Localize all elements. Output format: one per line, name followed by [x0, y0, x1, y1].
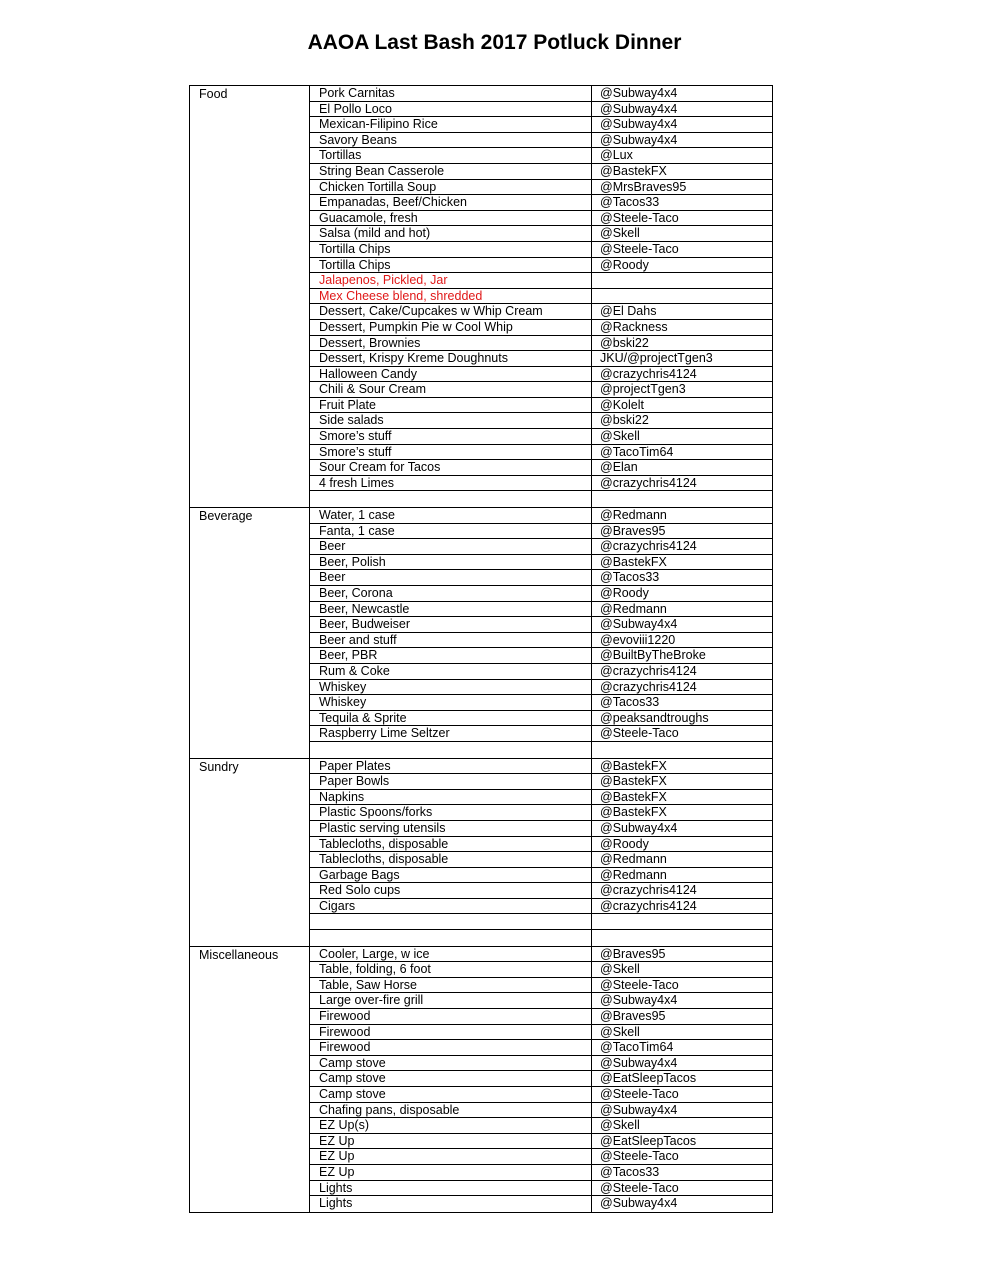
contributor-cell: @evoviii1220 — [600, 632, 676, 647]
contributor-cell: @BastekFX — [600, 758, 667, 773]
contributor-cell: @Redmann — [600, 508, 667, 523]
contributor-cell: @Skell — [600, 429, 640, 444]
item-cell: Smore’s stuff — [310, 429, 592, 444]
table-row — [310, 602, 772, 618]
item-cell: Tortilla Chips — [310, 242, 592, 257]
item-cell: Chicken Tortilla Soup — [310, 180, 592, 195]
contributor-cell — [592, 742, 772, 758]
table-row — [310, 1040, 772, 1056]
contributor-cell: @Roody — [600, 257, 649, 272]
contributor-cell: @TacoTim64 — [600, 444, 674, 459]
table-row — [310, 508, 772, 524]
category-label: Miscellaneous — [190, 947, 310, 1212]
item-list — [310, 759, 772, 946]
contributor-cell: @Redmann — [600, 601, 667, 616]
table-row — [310, 382, 772, 398]
table-row — [310, 336, 772, 352]
table-row — [310, 367, 772, 383]
table-row — [310, 273, 772, 289]
contributor-cell: @Subway4x4 — [600, 132, 678, 147]
contributor-cell: @BastekFX — [600, 554, 667, 569]
table-row — [310, 759, 772, 775]
item-cell: EZ Up(s) — [310, 1118, 592, 1133]
table-row — [310, 837, 772, 853]
contributor-cell: @Braves95 — [600, 946, 666, 961]
contributor-cell: @Roody — [600, 836, 649, 851]
contributor-cell: @Steele-Taco — [600, 726, 679, 741]
table-row — [310, 805, 772, 821]
contributor-cell: @BuiltByTheBroke — [600, 648, 706, 663]
contributor-cell: @Elan — [600, 460, 638, 475]
table-row — [310, 1009, 772, 1025]
item-cell: EZ Up — [310, 1165, 592, 1180]
contributor-cell: @Subway4x4 — [600, 1196, 678, 1211]
contributor-cell: @Steele-Taco — [600, 1180, 679, 1195]
item-cell: 4 fresh Limes — [310, 476, 592, 491]
table-row — [310, 289, 772, 305]
item-cell: Plastic Spoons/forks — [310, 805, 592, 820]
table-row — [310, 429, 772, 445]
item-cell: Tequila & Sprite — [310, 711, 592, 726]
item-cell — [310, 914, 592, 929]
table-row — [310, 242, 772, 258]
item-cell: Whiskey — [310, 680, 592, 695]
item-cell: Pork Carnitas — [310, 86, 592, 101]
contributor-cell: @Lux — [600, 148, 633, 163]
contributor-cell: @Kolelt — [600, 397, 644, 412]
item-cell: Beer and stuff — [310, 633, 592, 648]
contributor-cell: @Steele-Taco — [600, 241, 679, 256]
contributor-cell: @BastekFX — [600, 789, 667, 804]
section-miscellaneous — [190, 946, 772, 1212]
contributor-cell: JKU/@projectTgen3 — [600, 351, 713, 366]
contributor-cell: @Tacos33 — [600, 695, 660, 710]
contributor-cell — [592, 914, 772, 929]
contributor-cell: @bski22 — [600, 413, 649, 428]
item-cell: Savory Beans — [310, 133, 592, 148]
item-cell: Cigars — [310, 899, 592, 914]
potluck-table — [189, 85, 773, 1213]
item-cell: Dessert, Pumpkin Pie w Cool Whip — [310, 320, 592, 335]
item-cell: Dessert, Krispy Kreme Doughnuts — [310, 351, 592, 366]
table-row — [310, 1071, 772, 1087]
table-row — [310, 617, 772, 633]
table-row — [310, 868, 772, 884]
table-row — [310, 211, 772, 227]
item-cell: Chili & Sour Cream — [310, 382, 592, 397]
item-cell: El Pollo Loco — [310, 102, 592, 117]
item-cell: Fruit Plate — [310, 398, 592, 413]
table-row — [310, 539, 772, 555]
contributor-cell: @Subway4x4 — [600, 86, 678, 100]
table-row — [310, 304, 772, 320]
contributor-cell: @crazychris4124 — [600, 663, 697, 678]
table-row — [310, 1025, 772, 1041]
contributor-cell — [592, 273, 772, 288]
table-row — [310, 790, 772, 806]
contributor-cell: @Steele-Taco — [600, 210, 679, 225]
contributor-cell: @Skell — [600, 1118, 640, 1133]
table-row — [310, 180, 772, 196]
item-cell: Lights — [310, 1181, 592, 1196]
item-cell: Chafing pans, disposable — [310, 1103, 592, 1118]
contributor-cell: @El Dahs — [600, 304, 657, 319]
contributor-cell: @Tacos33 — [600, 570, 660, 585]
item-cell: Whiskey — [310, 695, 592, 710]
table-row — [310, 117, 772, 133]
table-row — [310, 1181, 772, 1197]
contributor-cell: @Subway4x4 — [600, 117, 678, 132]
item-cell: Mex Cheese blend, shredded — [310, 289, 592, 304]
table-row — [310, 133, 772, 149]
table-row — [310, 947, 772, 963]
item-cell: Halloween Candy — [310, 367, 592, 382]
item-cell: Napkins — [310, 790, 592, 805]
contributor-cell: @Steele-Taco — [600, 1087, 679, 1101]
contributor-cell: @Braves95 — [600, 523, 666, 538]
item-cell: Tortillas — [310, 148, 592, 163]
table-row — [310, 460, 772, 476]
table-row — [310, 726, 772, 742]
contributor-cell: @BastekFX — [600, 163, 667, 178]
item-cell: Camp stove — [310, 1071, 592, 1086]
item-cell: EZ Up — [310, 1149, 592, 1164]
table-row — [310, 962, 772, 978]
item-cell: Smore’s stuff — [310, 445, 592, 460]
contributor-cell: @Skell — [600, 226, 640, 241]
table-row — [310, 821, 772, 837]
table-row — [310, 680, 772, 696]
contributor-cell: @Rackness — [600, 319, 668, 334]
item-cell: Beer, Corona — [310, 586, 592, 601]
item-cell: Camp stove — [310, 1087, 592, 1102]
item-cell: Tablecloths, disposable — [310, 852, 592, 867]
contributor-cell: @peaksandtroughs — [600, 710, 709, 725]
table-row — [310, 993, 772, 1009]
item-cell: Dessert, Cake/Cupcakes w Whip Cream — [310, 304, 592, 319]
table-row — [310, 978, 772, 994]
category-label: Food — [190, 86, 310, 507]
category-label: Sundry — [190, 759, 310, 946]
item-cell: Red Solo cups — [310, 883, 592, 898]
contributor-cell: @Subway4x4 — [600, 101, 678, 116]
table-row — [310, 586, 772, 602]
contributor-cell: @Skell — [600, 962, 640, 977]
contributor-cell: @Subway4x4 — [600, 1055, 678, 1070]
item-cell: Fanta, 1 case — [310, 524, 592, 539]
table-row — [310, 664, 772, 680]
item-cell: Paper Plates — [310, 759, 592, 774]
item-cell: Salsa (mild and hot) — [310, 226, 592, 241]
contributor-cell: @Braves95 — [600, 1009, 666, 1024]
contributor-cell: @MrsBraves95 — [600, 179, 687, 194]
table-row — [310, 1134, 772, 1150]
contributor-cell: @Subway4x4 — [600, 820, 678, 835]
table-row — [310, 1118, 772, 1134]
contributor-cell: @Roody — [600, 586, 649, 600]
item-cell: Empanadas, Beef/Chicken — [310, 195, 592, 210]
item-cell — [310, 930, 592, 946]
section-food — [190, 86, 772, 507]
item-cell: Beer — [310, 539, 592, 554]
table-row — [310, 524, 772, 540]
item-list — [310, 86, 772, 507]
item-cell: EZ Up — [310, 1134, 592, 1149]
item-cell: Firewood — [310, 1025, 592, 1040]
contributor-cell: @EatSleepTacos — [600, 1133, 697, 1148]
item-cell: Firewood — [310, 1009, 592, 1024]
table-row — [310, 148, 772, 164]
item-cell: Lights — [310, 1196, 592, 1212]
table-row — [310, 555, 772, 571]
item-cell: Dessert, Brownies — [310, 336, 592, 351]
table-row — [310, 914, 772, 930]
table-row — [310, 1087, 772, 1103]
section-beverage — [190, 507, 772, 758]
table-row — [310, 742, 772, 758]
item-cell: Tortilla Chips — [310, 258, 592, 273]
table-row — [310, 86, 772, 102]
table-row — [310, 1196, 772, 1212]
page-title: AAOA Last Bash 2017 Potluck Dinner — [307, 31, 682, 54]
item-cell: Mexican-Filipino Rice — [310, 117, 592, 132]
contributor-cell: @crazychris4124 — [600, 898, 697, 913]
table-row — [310, 1149, 772, 1165]
table-row — [310, 711, 772, 727]
contributor-cell: @bski22 — [600, 335, 649, 350]
item-cell: Beer, Newcastle — [310, 602, 592, 617]
item-cell: Sour Cream for Tacos — [310, 460, 592, 475]
contributor-cell: @BastekFX — [600, 774, 667, 789]
item-cell: Guacamole, fresh — [310, 211, 592, 226]
item-cell — [310, 742, 592, 758]
contributor-cell: @Skell — [600, 1024, 640, 1039]
item-list — [310, 508, 772, 758]
contributor-cell: @Tacos33 — [600, 1164, 660, 1179]
table-row — [310, 774, 772, 790]
contributor-cell: @crazychris4124 — [600, 539, 697, 554]
contributor-cell: @Steele-Taco — [600, 1149, 679, 1164]
contributor-cell: @crazychris4124 — [600, 475, 697, 490]
table-row — [310, 491, 772, 507]
item-cell: Table, Saw Horse — [310, 978, 592, 993]
item-cell: Plastic serving utensils — [310, 821, 592, 836]
item-cell — [310, 491, 592, 507]
table-row — [310, 1165, 772, 1181]
item-cell: Jalapenos, Pickled, Jar — [310, 273, 592, 288]
contributor-cell: @Redmann — [600, 852, 667, 867]
item-cell: Beer, Budweiser — [310, 617, 592, 632]
contributor-cell: @TacoTim64 — [600, 1040, 674, 1055]
table-row — [310, 195, 772, 211]
table-row — [310, 633, 772, 649]
contributor-cell: @crazychris4124 — [600, 679, 697, 694]
table-row — [310, 102, 772, 118]
contributor-cell: @Tacos33 — [600, 195, 660, 210]
contributor-cell — [592, 491, 772, 507]
table-row — [310, 1056, 772, 1072]
section-sundry — [190, 758, 772, 946]
table-row — [310, 258, 772, 274]
contributor-cell: @Subway4x4 — [600, 1102, 678, 1117]
contributor-cell: @EatSleepTacos — [600, 1071, 697, 1086]
table-row — [310, 1103, 772, 1119]
table-row — [310, 476, 772, 492]
contributor-cell — [592, 930, 772, 946]
contributor-cell: @projectTgen3 — [600, 382, 686, 397]
table-row — [310, 445, 772, 461]
item-cell: Camp stove — [310, 1056, 592, 1071]
table-row — [310, 899, 772, 915]
table-row — [310, 226, 772, 242]
item-list — [310, 947, 772, 1212]
item-cell: Beer — [310, 570, 592, 585]
item-cell: Paper Bowls — [310, 774, 592, 789]
contributor-cell: @Subway4x4 — [600, 617, 678, 632]
contributor-cell: @Steele-Taco — [600, 977, 679, 992]
item-cell: Tablecloths, disposable — [310, 837, 592, 852]
item-cell: Beer, PBR — [310, 648, 592, 663]
table-row — [310, 648, 772, 664]
item-cell: Raspberry Lime Seltzer — [310, 726, 592, 741]
contributor-cell: @crazychris4124 — [600, 366, 697, 381]
table-row — [310, 413, 772, 429]
item-cell: Side salads — [310, 413, 592, 428]
item-cell: Beer, Polish — [310, 555, 592, 570]
contributor-cell: @BastekFX — [600, 805, 667, 820]
item-cell: String Bean Casserole — [310, 164, 592, 179]
table-row — [310, 320, 772, 336]
item-cell: Rum & Coke — [310, 664, 592, 679]
table-row — [310, 695, 772, 711]
table-row — [310, 164, 772, 180]
item-cell: Firewood — [310, 1040, 592, 1055]
table-row — [310, 852, 772, 868]
table-row — [310, 570, 772, 586]
item-cell: Water, 1 case — [310, 508, 592, 523]
contributor-cell — [592, 289, 772, 304]
contributor-cell: @Redmann — [600, 867, 667, 882]
table-row — [310, 930, 772, 946]
contributor-cell: @Subway4x4 — [600, 993, 678, 1008]
item-cell: Cooler, Large, w ice — [310, 947, 592, 962]
table-row — [310, 398, 772, 414]
item-cell: Garbage Bags — [310, 868, 592, 883]
table-row — [310, 883, 772, 899]
category-label: Beverage — [190, 508, 310, 758]
item-cell: Large over-fire grill — [310, 993, 592, 1008]
table-row — [310, 351, 772, 367]
contributor-cell: @crazychris4124 — [600, 883, 697, 898]
item-cell: Table, folding, 6 foot — [310, 962, 592, 977]
